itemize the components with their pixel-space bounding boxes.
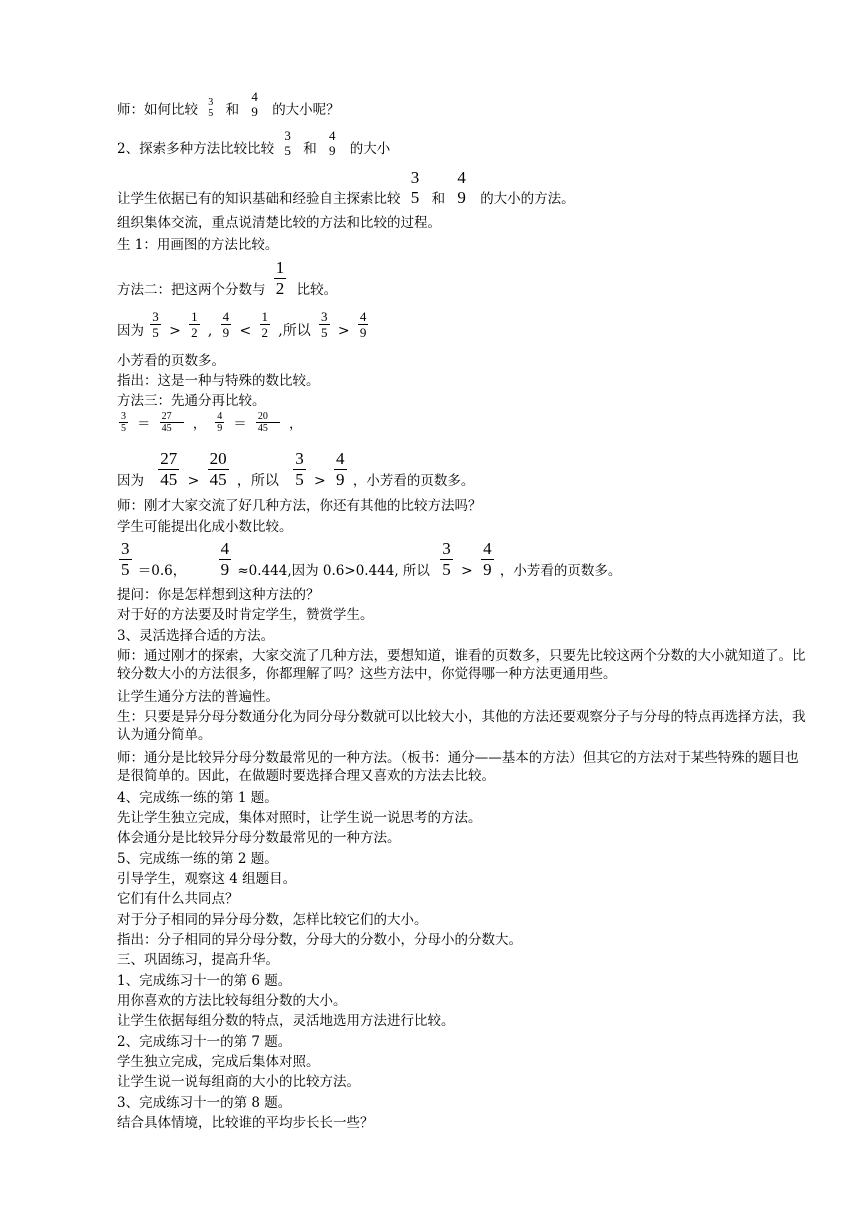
- numerator: 4: [251, 89, 258, 104]
- text-line: 指出：这是一种与特殊的数比较。: [117, 373, 320, 389]
- denominator: 9: [336, 470, 345, 489]
- comma: ,: [207, 323, 213, 339]
- denominator: 5: [121, 560, 130, 579]
- fraction: [158, 449, 179, 490]
- numerator: 3: [410, 168, 420, 187]
- denominator: 5: [284, 143, 291, 158]
- numerator: 4: [457, 168, 466, 187]
- fraction: [358, 309, 369, 340]
- text-line: 让学生说一说每组商的大小的比较方法。: [117, 1074, 360, 1090]
- fraction: [327, 128, 338, 158]
- fraction: [274, 258, 287, 299]
- comma: ，: [289, 417, 303, 432]
- numerator: 27: [160, 411, 184, 423]
- denominator: 9: [457, 188, 466, 207]
- fraction: [119, 539, 132, 580]
- denominator: 5: [208, 108, 214, 119]
- text: 2、探索多种方法比较比较: [117, 141, 275, 157]
- fraction: [455, 168, 468, 208]
- denominator: 9: [251, 104, 258, 119]
- text-line: 引导学生，观察这 4 组题目。: [117, 871, 297, 887]
- denominator: 9: [222, 325, 230, 340]
- comparison-half-line: [117, 309, 370, 340]
- denominator: 2: [275, 279, 285, 298]
- section-heading: 三、巩固练习，提高升华。: [117, 952, 279, 968]
- fraction: [260, 309, 271, 340]
- equals-sign: ＝: [233, 417, 247, 432]
- numerator: 1: [261, 309, 268, 324]
- denominator: 45: [209, 470, 227, 489]
- paragraph-teacher-summary: 师：通分是比较异分母分数最常见的一种方法。（板书：通分——基本的方法）但其它的方法对于某些特殊的题目也是很简单的。因此，在做题时要选择合理又喜欢的方法去比较。: [117, 750, 799, 784]
- numerator: 4: [328, 128, 336, 143]
- denominator: 5: [410, 188, 420, 207]
- denominator: 5: [295, 470, 304, 489]
- denominator: 9: [220, 560, 230, 579]
- text-line: 组织集体交流，重点说清楚比较的方法和比较的过程。: [117, 215, 441, 231]
- denominator: 5: [321, 325, 328, 340]
- denominator: 9: [483, 560, 492, 579]
- denominator: 45: [257, 423, 268, 434]
- text-line: 生 1：用画图的方法比较。: [117, 237, 279, 253]
- denominator: 5: [152, 325, 159, 340]
- fraction: [208, 449, 229, 490]
- equals-sign: ＝: [137, 417, 151, 432]
- text-line: 学生可能提出化成小数比较。: [117, 519, 293, 535]
- section-heading: 3、灵活选择合适的方法。: [117, 628, 275, 644]
- denominator: 2: [191, 325, 198, 340]
- text: 的大小的方法。: [480, 191, 575, 207]
- text: ＝0.6，: [137, 563, 187, 579]
- text-line: 先让学生独立完成，集体对照时，让学生说一说思考的方法。: [117, 810, 482, 826]
- text: ,所以: [278, 323, 311, 339]
- section-heading: 3、完成练习十一的第 8 题。: [117, 1095, 292, 1111]
- method-two-line: [117, 258, 337, 299]
- section-heading: 1、完成练习十一的第 6 题。: [117, 973, 292, 989]
- numerator: 4: [483, 539, 492, 558]
- numerator: 3: [442, 539, 451, 558]
- text-line: 让学生依据每组分数的特点，灵活地选用方法进行比较。: [117, 1013, 455, 1029]
- comma: ，: [192, 417, 206, 432]
- fraction: [282, 128, 293, 158]
- text-line: 学生独立完成，完成后集体对照。: [117, 1054, 320, 1070]
- fraction: [206, 97, 215, 119]
- text: 师：如何比较: [117, 102, 198, 118]
- fraction: [409, 168, 422, 208]
- numerator: 3: [121, 539, 130, 558]
- section-heading: 2、完成练习十一的第 7 题。: [117, 1034, 292, 1050]
- text-line: 师：刚才大家交流了好几种方法，你还有其他的比较方法吗？: [117, 498, 482, 514]
- line-explore-method: [117, 168, 575, 208]
- less-than-sign: <: [239, 323, 252, 339]
- text-line: 方法三：先通分再比较。: [117, 393, 266, 409]
- denominator: 45: [160, 470, 178, 489]
- text-line: 体会通分是比较异分母分数最常见的一种方法。: [117, 830, 401, 846]
- text-line: 提问：你是怎样想到这种方法的？: [117, 587, 320, 603]
- greater-than-sign: >: [314, 473, 326, 489]
- greater-than-sign: >: [337, 323, 350, 339]
- numerator: 4: [359, 309, 367, 324]
- denominator: 2: [261, 325, 268, 340]
- text: ≈0.444,因为 0.6>0.444, 所以: [237, 563, 430, 579]
- text-line: 指出：分子相同的异分母分数，分母大的分数小，分母小的分数大。: [117, 932, 522, 948]
- denominator: 9: [217, 423, 223, 434]
- denominator: 45: [161, 423, 172, 434]
- paragraph-teacher: 师：通过刚才的探索，大家交流了几种方法，要想知道，谁看的页数多，只要先比较这两个分数的大小就知道了。比较分数大小的方法很多，你都理解了吗？这些方法中，你觉得哪一种方法更通用些。: [117, 648, 806, 682]
- text-line: 它们有什么共同点？: [117, 891, 239, 907]
- text-line: 小芳看的页数多。: [117, 353, 225, 369]
- text-line: 对于分子相同的异分母分数，怎样比较它们的大小。: [117, 912, 428, 928]
- denominator: 9: [328, 143, 336, 158]
- text: 和: [303, 141, 317, 157]
- fraction: [440, 539, 453, 580]
- greater-than-sign: >: [187, 473, 200, 489]
- fraction: [221, 309, 232, 340]
- numerator: 1: [275, 258, 285, 277]
- text-line: 用你喜欢的方法比较每组分数的大小。: [117, 993, 347, 1009]
- greater-than-sign: >: [461, 563, 473, 579]
- text: ，所以: [236, 473, 279, 489]
- paragraph-student: 生：只要是异分母分数通分化为同分母分数就可以比较大小，其他的方法还要观察分子与分母的特点再选择方法，我认为通分简单。: [117, 709, 806, 743]
- common-denominator-line: [117, 411, 305, 434]
- text: 的大小呢？: [272, 102, 340, 118]
- denominator: 5: [442, 560, 451, 579]
- numerator: 20: [256, 411, 280, 423]
- text-line: 让学生通分方法的普遍性。: [117, 689, 279, 705]
- numerator: 3: [152, 309, 159, 324]
- text: 因为: [117, 323, 144, 339]
- section-heading: 4、完成练一练的第 1 题。: [117, 790, 278, 806]
- fraction: [256, 411, 280, 434]
- denominator: 5: [121, 423, 126, 434]
- numerator: 4: [217, 411, 223, 422]
- numerator: 3: [121, 411, 126, 422]
- text: 和: [431, 191, 446, 207]
- text: ，小芳看的页数多。: [499, 563, 622, 579]
- numerator: 3: [321, 309, 328, 324]
- text: 让学生依据已有的知识基础和经验自主探索比较: [117, 191, 401, 207]
- numerator: 20: [209, 449, 227, 468]
- numerator: 4: [220, 539, 230, 558]
- text: 比较。: [296, 282, 338, 298]
- denominator: 9: [359, 325, 367, 340]
- fraction: [119, 411, 128, 434]
- fraction: [219, 539, 232, 580]
- fraction: [319, 309, 330, 340]
- text-line: 对于好的方法要及时肯定学生，赞赏学生。: [117, 607, 374, 623]
- numerator: 3: [295, 449, 304, 468]
- numerator: 27: [160, 449, 178, 468]
- fraction: [334, 449, 347, 490]
- numerator: 4: [222, 309, 230, 324]
- comparison-common-line: [117, 449, 474, 490]
- fraction: [150, 309, 161, 340]
- fraction: [481, 539, 494, 580]
- decimal-comparison-line: [117, 539, 621, 580]
- section-heading-explore: [117, 128, 390, 158]
- fraction: [160, 411, 184, 434]
- text: 和: [225, 102, 240, 118]
- numerator: 3: [208, 97, 214, 108]
- numerator: 3: [284, 128, 291, 143]
- text: 的大小: [349, 141, 391, 157]
- fraction: [215, 411, 224, 434]
- numerator: 4: [336, 449, 345, 468]
- fraction: [293, 449, 306, 490]
- greater-than-sign: >: [169, 323, 181, 339]
- fraction: [189, 309, 200, 340]
- text: 方法二：把这两个分数与: [117, 282, 266, 298]
- text-line: 结合具体情境，比较谁的平均步长长一些？: [117, 1115, 374, 1131]
- fraction: [249, 89, 260, 119]
- section-heading: 5、完成练一练的第 2 题。: [117, 851, 278, 867]
- text: ，小芳看的页数多。: [352, 473, 475, 489]
- numerator: 1: [191, 309, 198, 324]
- text: 因为: [117, 473, 144, 489]
- line-compare-question: [117, 89, 340, 119]
